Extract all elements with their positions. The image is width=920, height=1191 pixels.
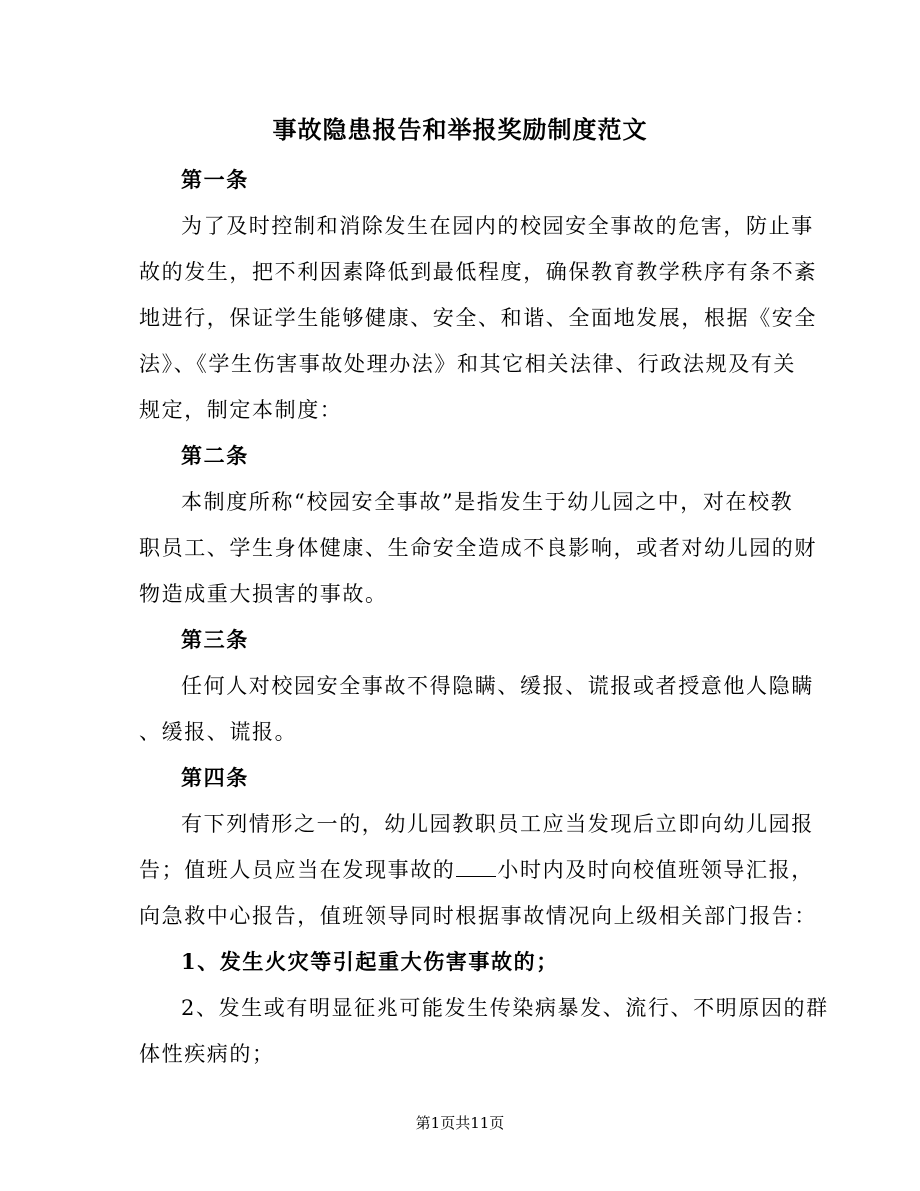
- article-1-line-5: 规定，制定本制度：: [139, 398, 343, 422]
- article-2-line-3: 物造成重大损害的事故。: [139, 582, 388, 606]
- list-item-2-line-2: 体性疾病的；: [139, 1042, 275, 1066]
- list-item-2-line-1: 2、发生或有明显征兆可能发生传染病暴发、流行、不明原因的群: [181, 996, 829, 1020]
- article-4-heading: 第四条: [181, 765, 249, 790]
- article-1-line-2: 故的发生，把不利因素降低到最低程度，确保教育教学秩序有条不紊: [139, 260, 817, 284]
- article-4-line-1: 有下列情形之一的，幼儿园教职员工应当发现后立即向幼儿园报: [181, 812, 814, 836]
- article-1-line-4: 法》、《学生伤害事故处理办法》和其它相关法律、行政法规及有关: [139, 352, 796, 376]
- article-3-line-2: 、缓报、谎报。: [139, 720, 298, 744]
- article-1-line-1: 为了及时控制和消除发生在园内的校园安全事故的危害，防止事: [181, 214, 814, 238]
- article-4-line-2-after: 小时内及时向校值班领导汇报，: [497, 858, 814, 882]
- article-2-line-1: 本制度所称“校园安全事故”是指发生于幼儿园之中，对在校教: [181, 490, 794, 514]
- article-4-line-3: 向急救中心报告，值班领导同时根据事故情况向上级相关部门报告：: [139, 904, 817, 928]
- list-item-1: 1、发生火灾等引起重大伤害事故的；: [181, 949, 559, 974]
- article-2-heading: 第二条: [181, 443, 249, 468]
- fill-in-blank: [456, 854, 496, 877]
- article-2-line-2: 职员工、学生身体健康、生命安全造成不良影响，或者对幼儿园的财: [139, 536, 817, 560]
- page-number: 第1页共11页: [415, 1114, 505, 1132]
- article-1-line-3: 地进行，保证学生能够健康、安全、和谐、全面地发展，根据《安全: [139, 306, 817, 330]
- article-4-line-2: [139, 847, 814, 893]
- article-3-heading: 第三条: [181, 627, 249, 652]
- article-3-line-1: 任何人对校园安全事故不得隐瞒、缓报、谎报或者授意他人隐瞒: [181, 674, 814, 698]
- document-title: 事故隐患报告和举报奖励制度范文: [272, 115, 648, 144]
- article-1-heading: 第一条: [181, 167, 249, 192]
- article-4-line-2-before: 告；值班人员应当在发现事故的: [139, 858, 456, 882]
